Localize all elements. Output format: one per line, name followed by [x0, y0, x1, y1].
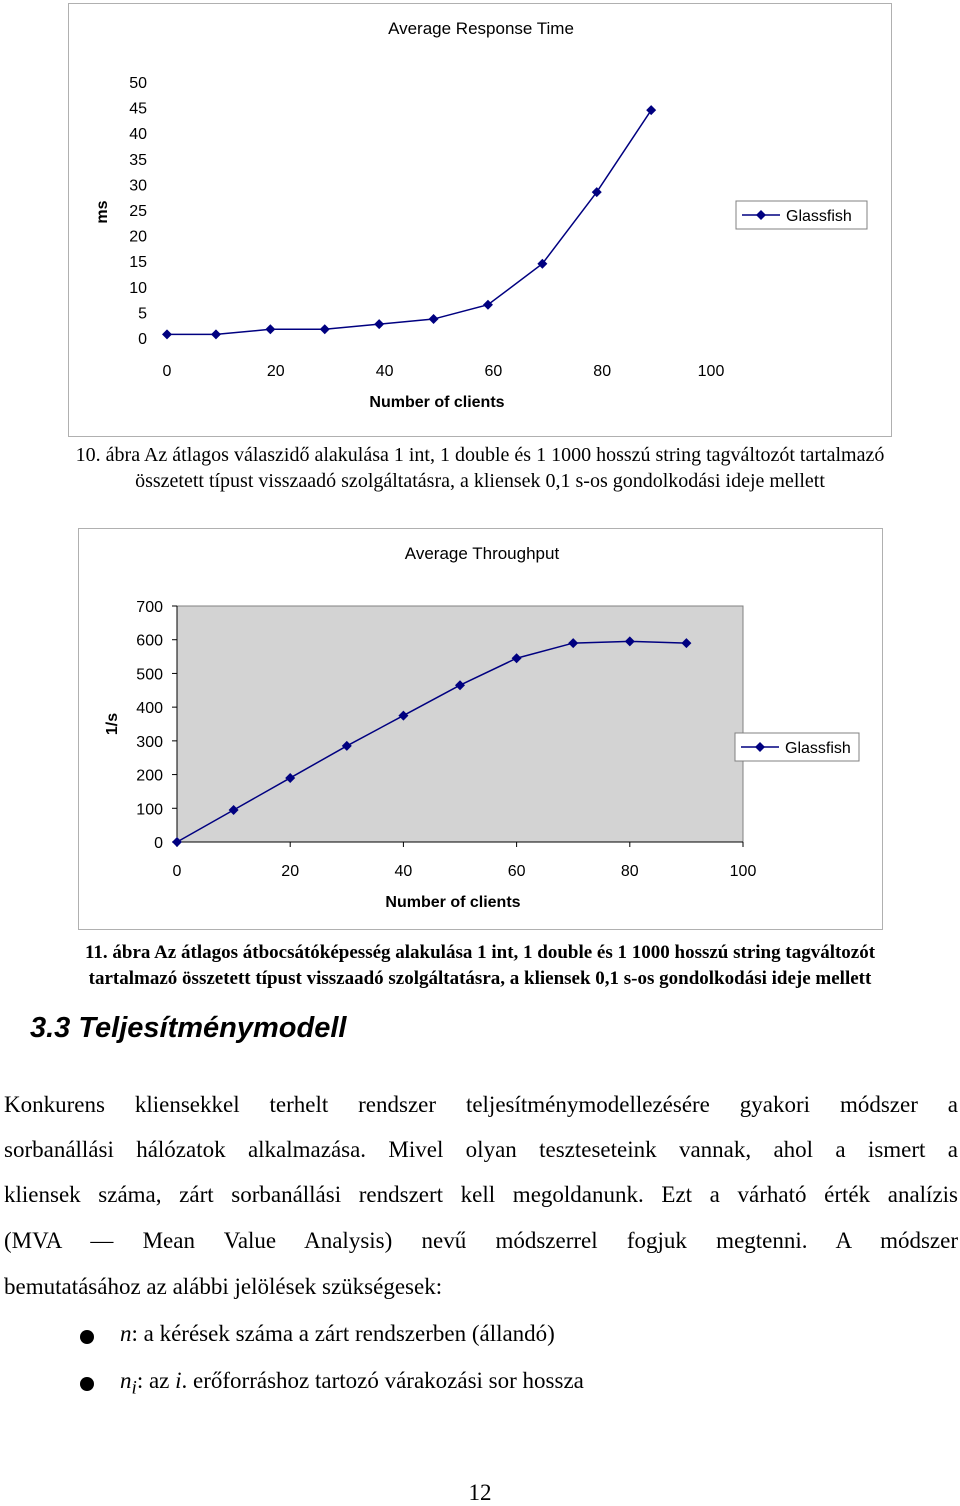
chart-2-x-tick-label: 80 [620, 863, 639, 880]
bullet-1-text: : a kérések száma a zárt rendszerben (állandó) [131, 1321, 555, 1346]
section-heading: 3.3 Teljesítménymodell [30, 1012, 347, 1044]
page-number: 12 [468, 1480, 492, 1505]
paragraph-line-3: kliensek száma, zárt sorbanállási rendszert kell megoldanunk. Ezt a várható érték analízis [4, 1182, 958, 1207]
figure-10-caption-line-2: összetett típust visszaadó szolgáltatásra, a kliensek 0,1 s-os gondolkodási ideje mellett [135, 470, 825, 492]
bullet-item-1 [120, 1321, 555, 1347]
bullet-item-2 [120, 1368, 584, 1400]
chart-1-data-point [374, 319, 384, 329]
chart-2-x-tick-label: 40 [394, 863, 413, 880]
chart-1-x-tick-label: 100 [697, 363, 725, 380]
chart-2-x-tick-label: 0 [172, 863, 182, 880]
chart-1-series-line [167, 110, 651, 334]
figure-11-caption [0, 940, 960, 992]
bullet-dot-1 [80, 1330, 94, 1344]
figure-11-caption-line-1: 11. ábra Az átlagos átbocsátóképesség alakulása 1 int, 1 double és 1 1000 hosszú string tagváltozót [84, 942, 876, 963]
chart-2-title: Average Throughput [404, 544, 560, 563]
throughput-chart-svg [79, 529, 882, 929]
chart-2-y-tick-label: 500 [136, 666, 163, 684]
bullet-2-text-2: . erőforráshoz tartozó várakozási sor hossza [181, 1368, 584, 1393]
bullet-dot-2 [80, 1377, 94, 1391]
chart-1-y-tick-label: 30 [129, 177, 147, 195]
chart-1-y-tick-label: 20 [129, 228, 147, 246]
chart-1-data-point [265, 324, 275, 334]
chart-1-data-point [646, 105, 656, 115]
throughput-chart [78, 528, 883, 930]
chart-2-y-tick-label: 400 [136, 700, 163, 718]
bullet-1-variable: n [120, 1321, 132, 1346]
chart-2-legend-label: Glassfish [785, 740, 851, 757]
chart-2-y-tick-label: 0 [154, 835, 163, 852]
paragraph-line-1: Konkurens kliensekkel terhelt rendszer teljesítménymodellezésére gyakori módszer a [4, 1092, 958, 1117]
chart-2-x-tick-label: 20 [281, 863, 300, 880]
chart-2-x-tick-label: 60 [507, 863, 526, 880]
chart-1-x-tick-label: 0 [162, 363, 172, 380]
chart-2-y-axis-label: 1/s [104, 712, 121, 736]
chart-1-title: Average Response Time [388, 19, 574, 38]
response-time-chart-svg [69, 4, 891, 436]
chart-1-y-tick-label: 0 [138, 331, 147, 348]
chart-1-y-tick-label: 40 [129, 126, 147, 144]
chart-1-y-tick-label: 25 [129, 203, 147, 220]
chart-1-data-point [211, 329, 221, 339]
chart-2-y-tick-label: 100 [136, 801, 163, 819]
chart-2-plot-area [177, 606, 743, 842]
paragraph-line-5: bemutatásához az alábbi jelölések szükségesek: [4, 1274, 443, 1299]
chart-2-y-tick-label: 200 [136, 767, 163, 785]
chart-1-data-point [429, 314, 439, 324]
bullet-2-text: : az [136, 1368, 176, 1393]
chart-2-y-tick-label: 300 [136, 733, 163, 751]
chart-2-x-tick-label: 100 [729, 863, 757, 880]
chart-1-x-tick-label: 80 [593, 363, 612, 380]
response-time-chart [68, 3, 892, 437]
chart-1-x-tick-label: 60 [484, 363, 503, 380]
chart-1-data-point [162, 329, 172, 339]
chart-1-y-axis-label: ms [94, 200, 111, 224]
chart-1-data-point [320, 324, 330, 334]
bullet-2-variable: n [120, 1368, 132, 1393]
chart-2-y-tick-label: 600 [136, 632, 163, 650]
chart-1-y-tick-label: 5 [138, 305, 147, 323]
paragraph-line-2: sorbanállási hálózatok alkalmazása. Mivel olyan teszteseteink vannak, ahol a ismert a [4, 1137, 958, 1162]
chart-1-y-tick-label: 15 [129, 254, 147, 272]
chart-1-x-tick-label: 20 [266, 363, 285, 380]
chart-1-y-tick-label: 35 [129, 151, 147, 169]
chart-2-y-tick-label: 700 [136, 599, 163, 616]
chart-2-x-axis-label: Number of clients [385, 894, 521, 911]
bullet-2-variable-2: i [175, 1368, 182, 1393]
chart-1-legend-label: Glassfish [786, 208, 852, 225]
chart-1-y-tick-label: 10 [129, 279, 147, 297]
chart-1-y-tick-label: 45 [129, 100, 147, 118]
paragraph-line-4: (MVA — Mean Value Analysis) nevű módszerrel fogjuk megtenni. A módszer [4, 1228, 958, 1253]
chart-1-x-axis-label: Number of clients [369, 394, 505, 411]
figure-10-caption-line-1: 10. ábra Az átlagos válaszidő alakulása 1 int, 1 double és 1 1000 hosszú string tagváltozót tartalmazó [75, 444, 885, 466]
chart-1-x-tick-label: 40 [375, 363, 394, 380]
figure-10-caption [0, 442, 960, 494]
bullet-2-subscript: i [131, 1377, 137, 1399]
chart-1-y-tick-label: 50 [129, 75, 147, 92]
figure-11-caption-line-2: tartalmazó összetett típust visszaadó szolgáltatásra, a kliensek 0,1 s-os gondolkodási ideje mellett [88, 968, 872, 989]
